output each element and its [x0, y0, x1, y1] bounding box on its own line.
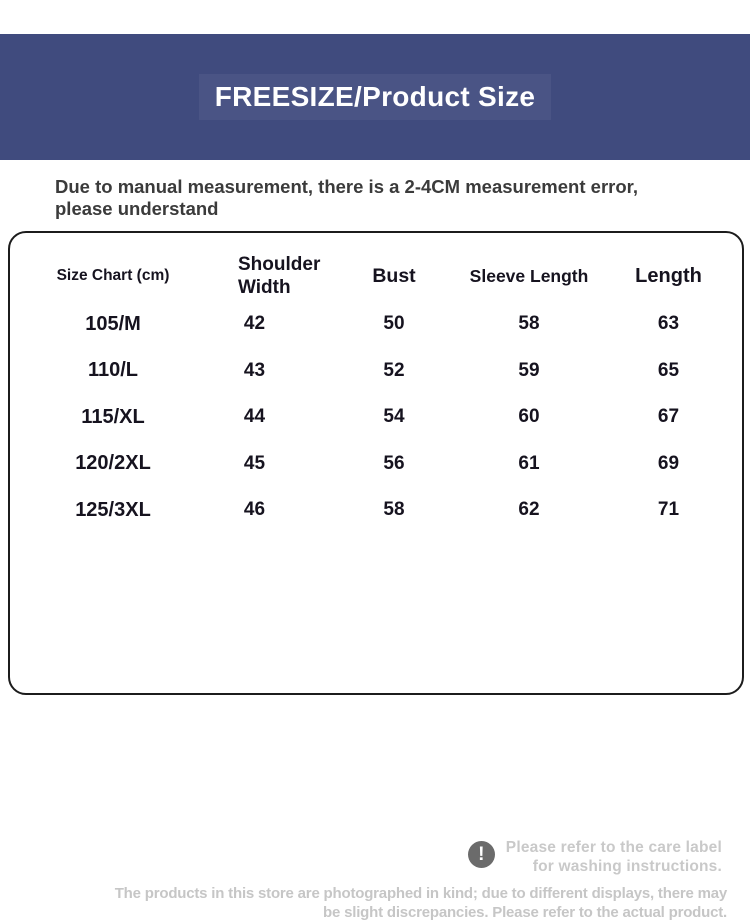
column-header-shoulder-width: [184, 251, 325, 301]
store-disclaimer-line: be slight discrepancies. Please refer to the actual product.: [323, 904, 727, 921]
care-note-line: for washing instructions.: [532, 857, 722, 875]
bust-value: 54: [383, 406, 405, 428]
care-note: [468, 839, 722, 876]
column-header-sleeve-length: Sleeve Length: [469, 265, 589, 286]
bust-value: 58: [383, 499, 405, 521]
shoulder-value: 42: [243, 313, 266, 335]
column-header-size: Size Chart (cm): [56, 267, 170, 284]
size-chart-box: [8, 231, 744, 921]
size-chart-table: [10, 251, 742, 534]
size-label: 115/XL: [81, 405, 145, 428]
sleeve-value: 59: [518, 359, 540, 381]
column-header-shoulder-width-label: Shoulder Width: [238, 254, 321, 298]
length-value: 63: [657, 313, 680, 335]
shoulder-value: 44: [243, 406, 266, 428]
bust-value: 52: [383, 359, 405, 381]
shoulder-value: 43: [243, 359, 266, 381]
measurement-note: [55, 176, 638, 220]
bust-value: 50: [383, 313, 405, 335]
page-title: FREESIZE/Product Size: [199, 74, 552, 120]
exclamation-icon: !: [468, 841, 495, 868]
length-value: 67: [657, 406, 680, 428]
measurement-note-line: please understand: [55, 198, 219, 219]
title-banner: [0, 34, 750, 160]
sleeve-value: 62: [518, 499, 540, 521]
length-value: 71: [657, 499, 680, 521]
column-header-length: Length: [635, 264, 702, 287]
sleeve-value: 58: [518, 313, 540, 335]
store-disclaimer: [115, 884, 727, 922]
store-disclaimer-line: The products in this store are photographed in kind; due to different displays, there may: [114, 885, 727, 902]
shoulder-value: 45: [243, 452, 266, 474]
bust-value: 56: [383, 452, 405, 474]
length-value: 65: [657, 359, 680, 381]
size-label: 110/L: [87, 359, 139, 382]
size-label: 125/3XL: [75, 498, 151, 521]
size-label: 120/2XL: [75, 452, 151, 475]
size-label: 105/M: [85, 312, 141, 335]
sleeve-value: 61: [518, 452, 540, 474]
measurement-note-line: Due to manual measurement, there is a 2-4CM measurement error,: [55, 176, 638, 197]
length-value: 69: [657, 452, 680, 474]
column-header-bust: Bust: [372, 264, 416, 287]
sleeve-value: 60: [518, 406, 540, 428]
care-note-text: [506, 839, 722, 876]
care-note-line: Please refer to the care label: [505, 839, 722, 856]
shoulder-value: 46: [243, 499, 266, 521]
